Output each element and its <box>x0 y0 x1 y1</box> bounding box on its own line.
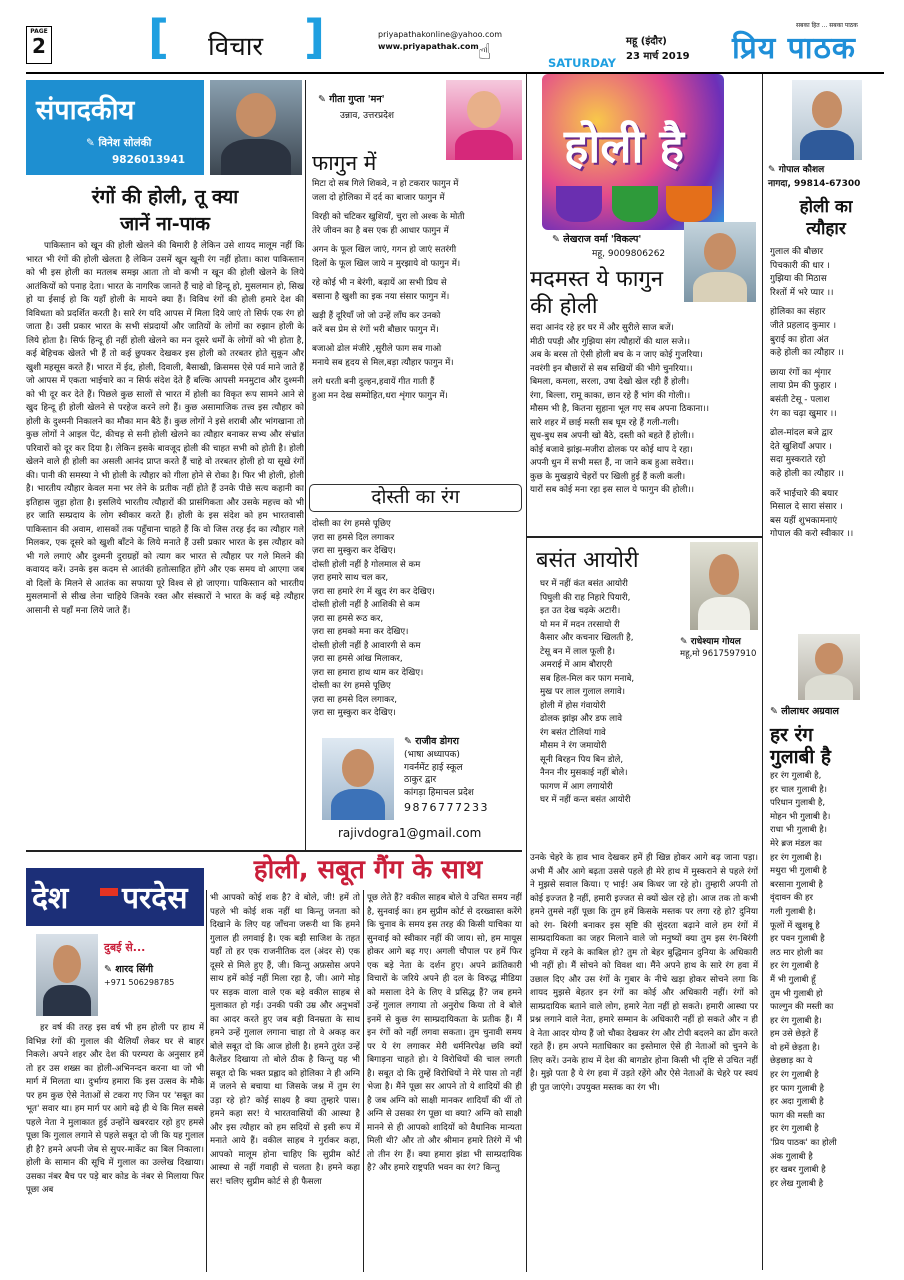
poem-line: लठ मार होली का <box>770 947 823 958</box>
dosti-phone: 9876777233 <box>404 800 489 814</box>
author-photo-gopal <box>792 80 862 160</box>
poem-line: अपनी धुन में सभी मस्त हैं, ना जाने कब हुआ सवेरा।। <box>530 458 694 468</box>
poem-line: फूलों में खुशबू है <box>770 920 820 931</box>
poem-line: रंग का चढ़ा खुमार ।। <box>770 408 837 419</box>
poem-line: विरही को चटिकर खुशियाँ, चुरा लो अश्क के मोती <box>312 212 465 222</box>
desh-pardes-col-3 <box>367 892 522 1272</box>
fagun-author: ✎ गीता गुप्ता 'मन' <box>318 94 385 105</box>
poem-line: हर लेख गुलाबी है <box>770 1178 824 1189</box>
poem-line: रंग बसंत टोलियां गावे <box>540 727 606 738</box>
gulabi-title-line-2: गुलाबी है <box>770 746 831 768</box>
poem-line: बस यहीं शुभकामनाएं <box>770 515 838 526</box>
dosti-author-block <box>404 736 489 815</box>
poem-line: ज़रा सा मुस्कुरा कर देखिए। <box>312 546 396 556</box>
poem-line: होली में होस गंवायोरी <box>540 700 606 711</box>
poem-line: खड़ी हैं दूरियाँ जो जो उन्हें लाँघ कर उनको <box>312 311 441 321</box>
poem-line: 'प्रिय पाठक' का होली <box>770 1138 837 1149</box>
poem-line: देते खुशियाँ अपार । <box>770 441 832 452</box>
poem-line: जीते प्रहलाद कुमार । <box>770 320 837 331</box>
editorial-headline-line-1: रंगों की होली, तू क्या <box>91 186 239 208</box>
pardes-label: परदेस <box>122 881 188 916</box>
editorial-paragraph: पाकिस्तान को खून की होली खेलने की बिमारी है लेकिन उसे शायद मालूम नहीं कि भारत भी रंगों की होली खेलता है लेकिन उसमें खून खूनी रंग नहीं होता। काश पाकिस्तान को भी इस होली का मतलब समझ आता तो वो कभी न खून की होली खेलने के लिये आतंकियों को पनाह देता। भारत के नागरिक जानते हैं चाहे वो हिन्दू हो, मुसलमान हो, सिख हो या ईसाई हो कि यहाँ होली के मायने क्या हैं। विविध रंगों की होली हमारे देश की विविधता को प्रदर्शित करती है। सारे रंग यदि आपस में मिला दिये जाएं तो सिर्फ एक रंग हो जाता है। उसी प्रकार भारत के सभी संप्रदायों और जातियों के लोगों का रुझान होली के लिये होता है। सिर्फ हिन्दू ही नहीं होली खेलने का मन दूसरे धर्मों के लोगों को भी होता है, कई बेहिचक खेलते भी हैं तो कई छुपकर देखकर इस होली को तरबतर होते सुकून और खुशी महसूस करते हैं। भारत में ईद, होली, दिवाली, बैसाखी, क्रिसमस ऐसे पर्व माने जाते हैं जो आपस में एकता भाईचारे का न सिर्फ संदेश देते हैं बल्कि आपसी मनमुटाव और दुश्मनी को भी दूर कर देते हैं। पिछले कुछ सालों से भारत में होली का विकृत रूप सामने आने से खुद हिन्दू ही होली खेलने से परहेज करने लगे हैं। कुछ असामाजिक तत्त्व इस त्यौहार को होली के दुश्मनी निकालने का मौका मान बैठे हैं। कुछ लोगों ने इसे शराबी और भांगखाना तो कुछ लोगों ने आइल पेंट, कीचड़ से सनी होली खेलने का त्यौहार बनाकर सभ्य और संभ्रांत परिवारों को दूर कर दिया है। लेकिन इसके बावजूद होली की चाहत सभी को होती है। होली खेलने वाले ही होली का असली आनंद प्राप्त करते हैं चाहे वो तरबतर होली हो या सूखे रंगों की। पानी की समस्या ने भी होली के त्यौहार को गीला होने से रोका है। फिर भी होली, होली है। भारतीय त्यौहार केवल मना भर लेने के प्रतीक नहीं होते हैं उनके पीछे सत्य कहानी का इतिहास जुड़ा होता है। इसलिये भारतीय त्यौहारों की प्रासंगिकता और उसके महत्त्व को भी हर जाति सम्प्रदाय के लोग स्वीकार करते हैं। होली के इस संदेश को हम भारतवासी पाकिस्तान की अवाम, शासकों तक पहुँचाना चाहते हैं कि वो जिस तरह ईद का त्यौहार गले मिलकर, एक दूसरे को खुशी बाँटने के लिये मनाते हैं उसी प्रकार भारत के इस त्यौहार को भी गले लगाएं और दुश्मनी दुराग्रहों को त्याग कर भारत से त्यौहार पर गले मिलने की कवायद करें। उनके इस कदम से आतंकी हतोत्साहित होंगे और एक समय वो आएगा जब वो दिलों के मिलने से आतंक का सफाया पूरे विश्व से हो जाएगा। पाकिस्तान को भारतीय मुसलमानों से सीख लेना चाहिये जिनके रक्त और संस्कारों ने भारत के कई बड़े त्यौहार आसानी से यहाँ मना लिये जाते हैं। <box>26 241 304 616</box>
poem-line: दोस्ती का रंग हमसे पूछिए <box>312 681 391 691</box>
poem-line: दोस्ती होली नहीं है गोलमाल से कम <box>312 559 421 570</box>
poem-line: रहे कोई भी न बेरंगी, बढ़ायें आ सभी प्रिय से <box>312 278 447 288</box>
poem-line: हर पवन गुलाबी है <box>770 934 825 945</box>
author-photo-sharad <box>36 934 98 1016</box>
poem-line: वृंदावन की हर <box>770 893 814 904</box>
poem-line: अमराई में आम बौराएरी <box>540 660 613 670</box>
page-number-box <box>26 26 52 64</box>
poem-line: घर में नहीं कंत बसंत आयोरी <box>540 579 628 589</box>
section-title: विचार <box>208 32 264 62</box>
column-rule <box>363 890 364 1272</box>
poem-line: बरसाना गुलाबी है <box>770 879 823 890</box>
poem-line: सुध-बुध सब अपनी खो बैठे, दस्ती को बहते हैं होली।। <box>530 431 695 441</box>
poem-line: दिलों के फूल खिल जाये न मुरझाये वो फागुन में। <box>312 258 461 269</box>
poem-line: रंगा, बिल्ला, रामू काका, छान रहे हैं भांग की गोली।। <box>530 390 691 401</box>
poem-line: यो मन में मदन तरसायो री <box>540 619 620 630</box>
dateline <box>626 34 690 64</box>
desh-label: देश <box>32 881 69 916</box>
poem-line: कहे होली का त्यौहार ।। <box>770 348 844 359</box>
author-photo-vinesh <box>210 80 302 175</box>
dosti-author-name: राजीव डोगरा <box>415 736 459 747</box>
poem-line: हर खबर गुलाबी है <box>770 1165 826 1176</box>
gulabi-title-line-1: हर रंग <box>770 724 813 746</box>
column-rule <box>206 890 207 1272</box>
right-bracket-icon: ] <box>304 10 326 64</box>
basant-author: ✎ राधेश्याम गोयल <box>680 637 741 647</box>
column-rule <box>305 80 306 850</box>
desh-pardes-paragraph-1: हर वर्ष की तरह इस वर्ष भी हम होली पर हाथ में विभिन्न रंगों की गुलाल की थैलियाँ लेकर घर से बाहर निकले। अपने शहर और देश की परम्परा के अनुसार हमें तो हर उस शख्स का होली-अभिनन्दन करना था जो भी मार्ग में मिलता था। दुर्भाग्य हमारा कि इस उत्सव के मौके पर हम कुछ ऐसे नेताओं से टकरा गए जिन पर 'सबूत का भूत' सवार था। हम मार्ग पर आगे बढ़े ही थे कि मिल सबसे पहले नेता ने मुलाकात हुई उन्होंने खबरदार रहो हुए हमसे पूछा कि गुलाल लगाने से पहले सबूत दो जी कि यह गुलाल ही है? हमने अपनी जेब से सुपर-मार्केट का बिल निकाला। होली के सामान की सूचि में गुलाल का उल्लेख दिखाया। उसका नंबर बैच पर पड़े बार कोड के नंबर से मिलाया फिर पूछा अब <box>26 1023 204 1195</box>
banner-dash <box>100 888 118 896</box>
poem-line: गुलाल की बौछार <box>770 247 824 257</box>
author-photo-leeladhar <box>798 634 860 700</box>
poem-line: मिटा दो सब गिले शिकवे, न हो टकरार फागुन में <box>312 179 459 189</box>
madmast-place-phone: महू, 9009806262 <box>592 249 666 259</box>
editorial-author-name: विनेश सोलंकी <box>98 137 152 149</box>
poem-line: दोस्ती का रंग हमसे पूछिए <box>312 519 391 529</box>
logo-tagline: सबका हित ... सबका पाठक <box>796 22 858 29</box>
fagun-author-name: गीता गुप्ता 'मन' <box>329 94 385 105</box>
poem-line: करें बस प्रेम से रंगों भरी बौछार फागुन में। <box>312 324 439 335</box>
dosti-author-info-2: गवर्नमेंट हाई स्कूल <box>404 762 463 773</box>
poem-line: ज़रा सा हमसे दिल लगाकर, <box>312 694 397 705</box>
city: महू (इंदौर) <box>626 36 667 47</box>
poem-line: सूनी बिरहन पिय बिन डोले, <box>540 754 624 765</box>
poem-line: छेड़छाड़ का ये <box>770 1056 813 1067</box>
poem-line: हम उसे छेड़ते हैं <box>770 1029 818 1040</box>
dosti-poem <box>312 518 524 728</box>
dosti-author-info-4: कांगड़ा हिमाचल प्रदेश <box>404 788 474 799</box>
poem-line: मथुरा भी गुलाबी है <box>770 866 827 877</box>
poem-line: हर अदा गुलाबी है <box>770 1097 824 1108</box>
basant-poem <box>540 578 690 844</box>
poem-line: दोस्ती होली नहीं है आशिकी से कम <box>312 600 420 610</box>
poem-line: हर रंग गुलाबी है, <box>770 771 822 781</box>
holi-graphic <box>542 74 724 230</box>
editorial-headline <box>26 184 304 238</box>
page-label: PAGE <box>30 28 48 35</box>
gulabi-title <box>770 724 831 768</box>
website-link[interactable]: www.priyapathak.com <box>378 42 479 51</box>
editorial-headline-line-2: जानें ना-पाक <box>120 213 210 235</box>
masthead-rule <box>26 72 884 74</box>
poem-line: फाल्गुन की मस्ती का <box>770 1002 834 1013</box>
fagun-poem <box>312 178 524 478</box>
page-number: 2 <box>32 34 46 58</box>
editorial-banner <box>26 80 204 175</box>
column-rule <box>526 74 527 850</box>
poem-line: ज़रा सा मुस्कुरा कर देखिए। <box>312 708 396 718</box>
poem-line: गुझिया की मिठास <box>770 274 827 285</box>
tyohar-title-line-2: त्यौहार <box>806 219 846 239</box>
poem-line: तेरे जीवन का है बस एक ही आधार फागुन में <box>312 225 449 236</box>
poem-line: मौसम भी है, कितना सुहाना भूल गए सब अपना ठिकाना।। <box>530 404 709 414</box>
holi-graphic-text: होली है <box>564 119 684 173</box>
editorial-author: ✎ विनेश सोलंकी <box>86 137 152 149</box>
editorial-phone: 9826013941 <box>112 154 186 166</box>
poem-line: अगन के फूल खिल जाएं, गगन हो जाएं सतरंगी <box>312 245 457 255</box>
desh-pardes-banner <box>26 868 204 926</box>
poem-line: लगे धरती बनी दुल्हन,हवायें गीत गाती हैं <box>312 377 435 387</box>
poem-line: नैनन नीर मुसकाई नहीं बोले। <box>540 768 628 778</box>
column-rule <box>526 850 527 1272</box>
poem-line: बसाना है खुशी का इक नया संसार फागुन में। <box>312 291 450 302</box>
madmast-author: ✎ लेखराज वर्मा 'विकल्प' <box>552 234 642 245</box>
dosti-author-info-3: ठाकुर द्वार <box>404 775 437 786</box>
dosti-author: ✎ राजीव डोगरा <box>404 736 459 747</box>
poem-line: बसंती टेसू - पलाश <box>770 394 830 405</box>
poem-line: पिचकारी की धार । <box>770 260 830 271</box>
poem-line: वो हमें छेड़ता है। <box>770 1042 820 1053</box>
desh-pardes-author: ✎ शारद सिंगी <box>104 964 154 975</box>
color-pot-icon <box>666 186 712 222</box>
madmast-poem <box>530 322 760 532</box>
poem-line: तुम भी गुलाबी हो <box>770 988 823 999</box>
tyohar-title-line-1: होली का <box>799 197 853 217</box>
poem-line: ज़रा सा हमारा हाथ थाम कर देखिए। <box>312 667 424 678</box>
madmast-title-line-1: मदमस्त ये फागुन <box>530 267 664 292</box>
poem-line: फाग की मस्ती का <box>770 1110 825 1121</box>
basant-place-phone: महू,मो 9617597910 <box>680 649 757 659</box>
gulabi-author-name: लीलाधर अग्रवाल <box>781 706 839 717</box>
poem-line: बुराई का होता अंत <box>770 334 829 345</box>
gulabi-author: ✎ लीलाधर अग्रवाल <box>770 706 839 717</box>
poem-line: मीठी पपड़ी और गुझिया संग त्यौहारों की थाल सजे।। <box>530 336 691 347</box>
desh-pardes-paragraph-2: भी आपको कोई शक है? वे बोले, जी! हमें तो पहले भी कोई शक नहीं था किन्तु जनता को दिखाने के लिए यह जाँचना जरूरी था कि हमने गुलाल ही लगवाई है। एक बड़ी साजिश के तहत यहाँ तो हर एक राजनीतिक दल (अंदर से) एक दूसरे से मिले हुए हैं, जी। किन्तु अफ़सोस अपने साथ हमें कोई नहीं मिला रहा है, जी। आगे मोड़ पर सड़क वाला वाले एक बड़े वकील साहब से मुलाकात हो गई। उनकी पकी उम्र और अनुभवों का आदर करते हुए जब बड़ी विनम्रता के साथ हमने उन्हें गुलाल लगाना चाहा तो वे अकड़ कर बोले सबूत दो कि आज होली है। हमने तुरंत उन्हें कैलेंडर दिखाया तो बोले ठीक है किन्तु यह भी सबूत दो कि भक्त प्रह्लाद को होलिका ने ही अग्नि में जलने से बचाया था जिसके जश्न में तुम रंग उड़ा रहे हो? कोई साक्ष्य है क्या तुम्हारे पास। हमने कहा सर! ये भारतवासियों की आस्था है और इस त्यौहार को हम सदियों से इसी रूप में मनाते आये हैं। वकील साहब ने गुर्राकर कहा, आपको मालूम होना चाहिए कि सुप्रीम कोर्ट आस्था से नहीं गवाही से चलता है। हमने कहा सर! चलिए सुप्रीम कोर्ट से ही फैसला <box>210 893 360 1187</box>
poem-line: गली गुलाबी है। <box>770 906 816 917</box>
basant-title: बसंत आयोरी <box>536 548 639 573</box>
poem-line: यारों सब कोई मना रहा इस साल ये फागुन की होली।। <box>530 485 694 495</box>
section-rule <box>526 536 762 538</box>
pointer-hand-icon: ☝ <box>478 40 492 65</box>
poem-line: छाया रंगों का शृंगार <box>770 367 832 378</box>
poem-line: टेसू बन में लाल फूली है। <box>540 646 615 657</box>
fagun-place: उन्नाव, उत्तरप्रदेश <box>340 111 394 121</box>
poem-line: पिघुली की राह निहारे पियारी, <box>540 592 631 603</box>
poem-line: हर रंग गुलाबी है। <box>770 1015 822 1026</box>
poem-line: मौसम ने रंग जमायोरी <box>540 741 607 751</box>
fagun-title: फागुन में <box>312 151 377 175</box>
poem-line: सारे शहर में छाई मस्ती सब घूम रहे हैं गली-गली। <box>530 417 679 428</box>
poem-line: हर रंग गुलाबी है <box>770 961 819 972</box>
desh-pardes-col-4 <box>530 852 758 1272</box>
desh-pardes-paragraph-3: पूछ लेते हैं? वकील साहब बोले ये उचित समय नहीं है, सुनवाई का। हम सुप्रीम कोर्ट से दरख्वास्त करेंगे कि चुनाव के समय इस तरह की किसी याचिका या सुनवाई को स्वीकार नहीं की जाय। सो, हम मायूस होकर आगे बढ़ गए। अगली चौपाल पर हमें फिर एक बड़े नेता के दर्शन हुए। अपने क्रांतिकारी विचारों के जरिये अपने ही दल के विरुद्ध मीडिया को मसाला देने के लिए वे प्रसिद्ध हैं? जब हमने उन्हें गुलाल लगाया तो अनुरोध किया तो वे बोले इनमें से कुछ रंग साम्प्रदायिकता के प्रतीक हैं। मैं इन रंगों को नहीं लगवा सकता। तुम चुनावी समय पर ये रंग लगाकर मेरी धर्मनिरपेक्ष छवि क्यों बिगाड़ना चाहते हो। ये विरोधियों की चाल लगती है। सबूत दो कि तुम्हें विरोधियों ने मेरे पास तो नहीं भेजा है। मैंने पूछा सर आपने तो ये शादियों की ही है जब अग्नि को साक्षी मानकर शादियाँ की थीं तो अग्नि से उसका रंग पूछा था क्या? अग्नि को साक्षी मानने से ही आपको शादियों को वैधानिक मान्यता मिली थी? और तो और श्रीमान हमारे तिरंगे में भी तो तीन रंग हैं। क्या हमारा झंडा भी साम्प्रदायिक है? और हमारे राष्ट्रपति भवन का रंग? किन्तु <box>367 893 522 1173</box>
desh-pardes-headline: होली, सबूत गैंग के साथ <box>253 855 483 885</box>
poem-line: कुछ के मुखड़ाये चेहरों पर खिली हुई हैं कली कली। <box>530 471 686 482</box>
madmast-title-line-2: की होली <box>530 294 598 319</box>
desh-pardes-author-name: शारद सिंगी <box>115 964 154 975</box>
poem-line: कोई बजावे झांझ-मजीरा ढोलक पर कोई थाप दे रहा। <box>530 444 693 455</box>
tyohar-place-phone: नागदा, 99814-67300 <box>768 179 861 189</box>
tyohar-author: ✎ गोपाल कौशल <box>768 165 825 175</box>
poem-line: लाया प्रेम की फुहार । <box>770 381 837 392</box>
poem-line: अब के बरस तो ऐसी होली बच के न जाए कोई गुजरिया। <box>530 350 703 360</box>
tyohar-poem <box>770 246 884 630</box>
poem-line: करें भाईचारे की बयार <box>770 488 839 499</box>
issue-date: 23 मार्च 2019 <box>626 51 690 62</box>
poem-line: हर रंग गुलाबी है। <box>770 852 822 863</box>
poem-line: मेरे ब्रज मंडल का <box>770 838 822 849</box>
poem-line: फागण में आग लगायोरी <box>540 781 613 792</box>
poem-line: हुआ मन देख सम्मोहित,धरा शृंगार फागुन में। <box>312 390 448 401</box>
email-link[interactable]: priyapathakonline@yahoo.com <box>378 30 503 39</box>
tyohar-author-name: गोपाल कौशल <box>778 165 825 175</box>
poem-line: हर रंग गुलाबी है <box>770 1070 819 1081</box>
poem-line: होलिका का संहार <box>770 307 826 318</box>
poem-line: दोस्ती होली नहीं है आवारगी से कम <box>312 640 421 651</box>
poem-line: परिधान गुलाबी है, <box>770 798 826 809</box>
gulabi-poem <box>770 770 884 1270</box>
poem-line: अंक गुलाबी है <box>770 1151 813 1162</box>
author-photo-lekhraj <box>684 222 756 302</box>
poem-line: घर में नहीं कन्त बसंत आयोरी <box>540 795 631 805</box>
weekday: SATURDAY <box>548 56 617 70</box>
author-photo-radheshyam <box>690 542 758 630</box>
basant-author-name: राधेश्याम गोयल <box>690 637 741 647</box>
poem-line: ज़रा सा हमसे दिल लगाकर <box>312 532 395 543</box>
author-photo-geeta <box>446 80 522 160</box>
color-pot-icon <box>612 186 658 222</box>
poem-line: ज़रा सा हमसे रूठ कर, <box>312 613 384 624</box>
poem-line: बिमला, कमला, सरला, उषा देखो खेल रही हैं होली। <box>530 377 690 387</box>
poem-line: ज़रा सा हमारे रंग में खुद रंग कर देखिए। <box>312 586 435 597</box>
desh-pardes-col-1 <box>26 1022 204 1272</box>
poem-line: इत उत देख चढ़के अटारी। <box>540 606 621 616</box>
poem-line: ज़रा सा हमसे आंख मिलाकर, <box>312 654 403 664</box>
poem-line: मनाये सब हृदय से मिल,बड़ा त्यौहार फागुन में। <box>312 357 454 368</box>
poem-line: मोहन भी गुलाबी है। <box>770 811 831 822</box>
poem-line: ढोलक झांझ और डफ लावे <box>540 714 622 724</box>
poem-line: गोपाल की करो स्वीकार ।। <box>770 529 854 540</box>
poem-line: मिसाल दे सारा संसार । <box>770 502 843 513</box>
poem-line: ज़रा सा हमको मना कर देखिए। <box>312 627 409 637</box>
poem-line: सब हिल-मिल कर फाग मनाबे, <box>540 673 635 684</box>
poem-line: ढोल-मांदल बजे द्वार <box>770 428 833 439</box>
poem-line: मुख पर लाल गुलाल लगावे। <box>540 687 626 697</box>
poem-line: राधा भी गुलाबी है। <box>770 825 827 836</box>
dosti-author-info-1: (भाषा अध्यापक) <box>404 749 460 760</box>
poem-line: कैसार और कचनार खिलती है, <box>540 633 634 643</box>
poem-line: हर फाग गुलाबी है <box>770 1083 824 1094</box>
poem-line: हर चाल गुलाबी है। <box>770 784 827 795</box>
desh-pardes-phone: +971 506298785 <box>104 978 175 987</box>
dosti-title: दोस्ती का रंग <box>309 484 522 512</box>
poem-line: मैं भी गुलाबी हूँ <box>770 974 816 985</box>
editorial-body <box>26 240 304 844</box>
poem-line: सदा मुस्कराते रहो <box>770 455 826 466</box>
poem-line: ज़रा हमारे साथ चल कर, <box>312 573 389 583</box>
poem-line: जला दो होलिका में दर्द का बाजार फागुन में <box>312 192 445 203</box>
author-photo-rajiv <box>322 738 394 820</box>
newspaper-logo[interactable]: प्रिय पाठक <box>732 31 856 66</box>
poem-line: कहे होली का त्यौहार ।। <box>770 468 844 479</box>
poem-line: नवरंगी इन बौछारों से सब सखियों की भीगे चुनरिया।। <box>530 363 693 374</box>
desh-pardes-col-2 <box>210 892 360 1272</box>
madmast-title <box>530 266 663 320</box>
editorial-label: संपादकीय <box>36 95 135 126</box>
poem-line: बजाओ ढोल मंजीरे ,सुरीले फाग सब गाओ <box>312 344 442 354</box>
poem-line: हर रंग गुलाबी है <box>770 1124 819 1135</box>
poem-line: रिश्तों में भरे प्यार ।। <box>770 287 834 298</box>
column-rule <box>762 74 763 1270</box>
desh-pardes-paragraph-4: उनके चेहरे के हाव भाव देखकर हमें ही खिन्न होकर आगे बढ़ जाना पड़ा। अभी मैं और आगे बढ़ता उससे पहले ही मेरे हाथ में मुस्कराने से पहले रंगों ने मुझसे सवाल किया। ए भाई! अब किधर जा रहे हो। तुम्हारी अपनी तो कोई इज्जत है नहीं, हमारी इज्जत से क्यों खेल रहे हो। आज तक तो कभी हमने तुमसे नहीं पूछा कि तुम हमें किसके मस्तक पर लगा रहे हो? दुनिया को रंग- बिरंगी बनाकर इस सृष्टि की सुंदरता बढ़ाने वाले हम रंगों में साम्प्रदायिकता का जहर मिलाने वाले जो मनुष्यों क्या तुम इस रंग-बिरंगी दुनिया में रहने के काबिल हो? तुम तो बेहर बुद्धिमान दुनिया के अधिकारी भी नहीं हो। मैं सोचने को विवश था। मैंने अपने हाथ के सारे रंग हवा में उछाल दिए और उस रंगों के गुबार के नीचे खड़ा होकर सोचने लगा कि शायद मुझसे बेहतर इन रंगों का कोई और अधिकारी नहीं। रंगों को साम्प्रदायिक बताने वाले लोग, हमारे नेता नहीं हो सकते। हमारी आस्था पर प्रश्न लगाने वाले नेता, हमारे सम्मान के अधिकारी नहीं हो सकते और न ही वे नेता आदर योग्य हैं जो चौका देखकर रंग और टोपी बदलने का ढोंग करते रहते हैं। हम अपने मताधिकार का इस्तेमाल ऐसे ही नेताओं को चुनने के लिए करें। उनके हाथ में देश की बागडोर होना किसी भी दृष्टि से उचित नहीं है। मुझे पता है ये रंग हवा में उड़ते रहेंगे और ऐसे नेताओं के चेहरे पर स्वयं ही पुत जाएंगे। उपयुक्त मस्तक का रंग भी। <box>530 853 758 1093</box>
madmast-author-name: लेखराज वर्मा 'विकल्प' <box>563 234 642 245</box>
color-pot-icon <box>556 186 602 222</box>
left-bracket-icon: [ <box>148 10 170 64</box>
poem-line: सदा आनंद रहे हर घर में और सुरीले साज बजें। <box>530 323 674 333</box>
tyohar-title <box>768 196 884 240</box>
dosti-email[interactable]: rajivdogra1@gmail.com <box>338 826 482 840</box>
desh-pardes-place: दुबई से... <box>104 941 146 954</box>
